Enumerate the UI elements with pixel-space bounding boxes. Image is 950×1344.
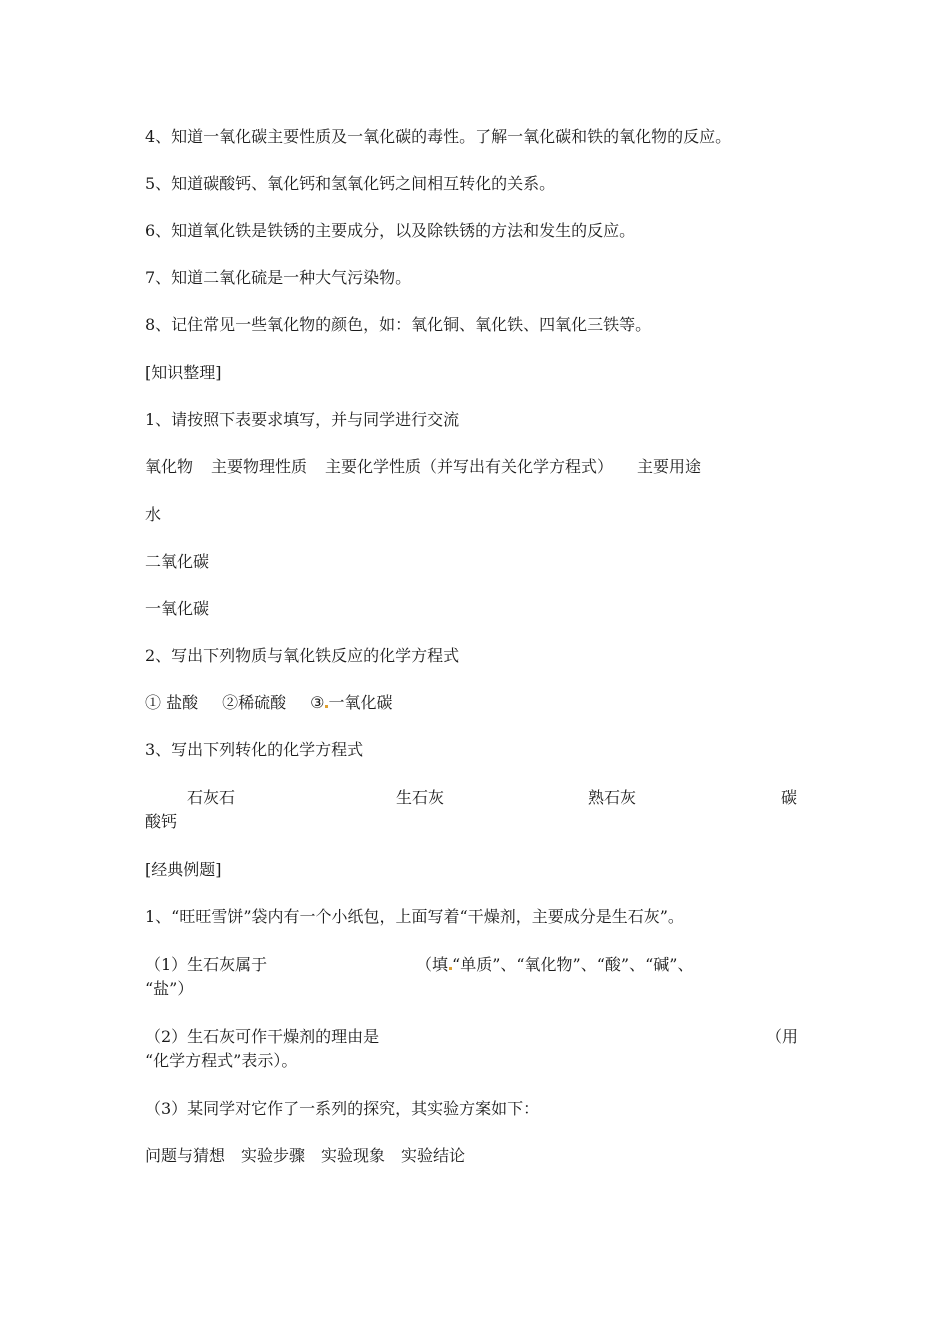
objective-4: 4、知道一氧化碳主要性质及一氧化碳的毒性。了解一氧化碳和铁的氧化物的反应。 — [145, 127, 732, 146]
question-3: （3）某同学对它作了一系列的探究，其实验方案如下： — [145, 1099, 540, 1118]
table1-row-co2: 二氧化碳 — [145, 552, 210, 571]
task3-limestone: 石灰石 — [187, 788, 236, 807]
objective-7: 7、知道二氧化硫是一种大气污染物。 — [145, 268, 412, 287]
table1-header-physical: 主要物理性质 — [211, 457, 308, 476]
task-2: 2、写出下列物质与氧化铁反应的化学方程式 — [145, 646, 460, 665]
objective-6: 6、知道氧化铁是铁锈的主要成分，以及除铁锈的方法和发生的反应。 — [145, 221, 636, 240]
question-2-prefix: （2）生石灰可作干燥剂的理由是 — [145, 1027, 380, 1046]
table2-header-row — [145, 1145, 465, 1167]
table2-header-phenomena: 实验现象 — [321, 1146, 386, 1165]
task3-carbonate-end: 酸钙 — [145, 812, 178, 831]
task2-item-2: ②稀硫酸 — [222, 693, 287, 712]
table2-header-conclusion: 实验结论 — [401, 1146, 466, 1165]
table2-header-steps: 实验步骤 — [241, 1146, 306, 1165]
question-1-prefix: （1）生石灰属于 — [145, 955, 268, 974]
task-1: 1、请按照下表要求填写，并与同学进行交流 — [145, 410, 460, 429]
table1-header-uses: 主要用途 — [637, 457, 702, 476]
table1-header-chemical: 主要化学性质（并写出有关化学方程式） — [325, 457, 614, 476]
table1-header-oxide: 氧化物 — [145, 457, 194, 476]
task2-item-3-text: 一氧化碳 — [328, 693, 393, 712]
section-heading-knowledge: [知识整理] — [145, 363, 222, 382]
task3-slaked-lime: 熟石灰 — [588, 788, 637, 807]
section-heading-examples: [经典例题] — [145, 860, 222, 879]
table1-header-row — [145, 456, 701, 478]
task-3: 3、写出下列转化的化学方程式 — [145, 740, 364, 759]
table1-row-co: 一氧化碳 — [145, 599, 210, 618]
question-2-hint-end: “化学方程式”表示）。 — [145, 1051, 298, 1070]
table1-row-water: 水 — [145, 505, 162, 524]
question-1-hint-end: “盐”） — [145, 979, 194, 998]
objective-8: 8、记住常见一些氧化物的颜色，如：氧化铜、氧化铁、四氧化三铁等。 — [145, 315, 652, 334]
task2-items — [145, 692, 392, 714]
task3-carbonate-start: 碳 — [781, 788, 798, 807]
example-1: 1、“旺旺雪饼”袋内有一个小纸包，上面写着“干燥剂，主要成分是生石灰”。 — [145, 907, 684, 926]
question-1-hint: （填 “单质”、“氧化物”、“酸”、“碱”、 — [416, 955, 694, 974]
objective-5: 5、知道碳酸钙、氧化钙和氢氧化钙之间相互转化的关系。 — [145, 174, 556, 193]
table2-header-question: 问题与猜想 — [145, 1146, 226, 1165]
task2-item-1: ① 盐酸 — [145, 693, 199, 712]
task2-item-3: ③ — [310, 693, 325, 712]
task3-quicklime: 生石灰 — [396, 788, 445, 807]
question-2-hint: （用 — [766, 1027, 799, 1046]
